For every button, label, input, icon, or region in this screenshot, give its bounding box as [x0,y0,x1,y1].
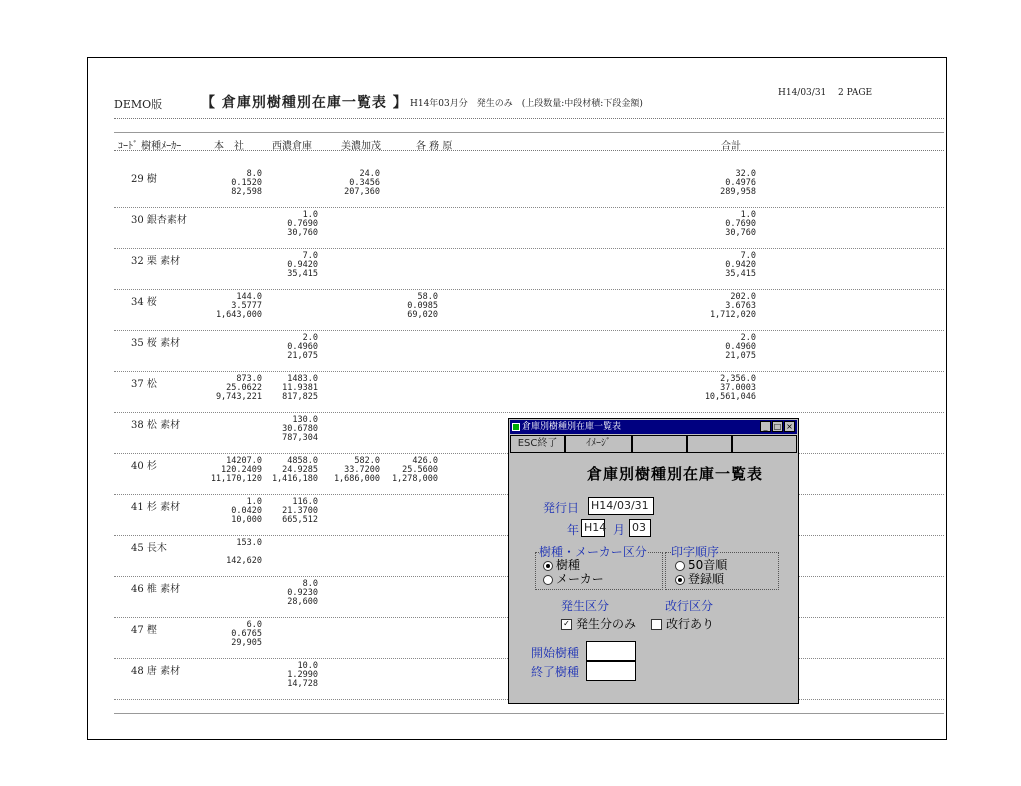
order-option[interactable]: 登録順 [675,570,724,587]
report-row [88,334,946,376]
cell-kakumu [368,498,438,525]
occur-label: 発生区分 [561,599,610,613]
cell-kakumu [368,252,438,279]
cell-honsha: 6.0 0.6765 29,905 [231,620,262,648]
report-row [88,170,946,212]
kind-group-label: 樹種・メーカー区分 [539,545,647,559]
month-input[interactable]: 03 [629,519,651,537]
row-label: 47 樫 [131,625,157,636]
row-label: 41 杉 素材 [131,502,181,513]
cell-nishinomiya: 1.0 0.7690 30,760 [287,210,318,238]
app-icon [512,423,520,431]
column-divider [114,150,944,151]
cell-honsha: 144.0 3.5777 1,643,000 [215,292,262,320]
row-label: 30 銀杏素材 [131,215,187,226]
break-checkbox[interactable]: 改行あり [651,615,714,632]
header-divider [114,118,944,119]
row-label: 38 松 素材 [131,420,181,431]
cell-nishinomiya [248,621,318,648]
esc-button[interactable]: ESC終了 [510,435,565,453]
cell-kakumu [368,211,438,238]
row-label: 29 樹 [131,174,157,185]
cell-honsha: 14207.0 120.2409 11,170,120 [210,456,262,484]
header-divider [114,132,944,133]
row-label: 40 杉 [131,461,157,472]
cell-nishinomiya: 116.0 21.3700 665,512 [282,497,318,525]
cell-kakumu [368,539,438,566]
dialog-title: 倉庫別樹種別在庫一覧表 [522,422,622,432]
cell-nishinomiya: 4858.0 24.9285 1,416,180 [271,456,318,484]
row-label: 34 桜 [131,297,157,308]
row-label: 32 栗 素材 [131,256,181,267]
cell-kakumu [368,170,438,197]
col-nishinomiya: 西濃倉庫 [272,141,312,152]
cell-kakumu [368,662,438,689]
cell-nishinomiya: 8.0 0.9230 28,600 [287,579,318,607]
issue-date-input[interactable]: H14/03/31 [588,497,654,515]
month-label: 月 [613,523,626,537]
toolbar-button-empty[interactable] [632,435,687,453]
col-kaga: 美濃加茂 [341,141,381,152]
cell-nishinomiya: 130.0 30.6780 787,304 [282,415,318,443]
report-subtitle: H14年03月分 発生のみ (上段数量:中段材積:下段金額) [410,99,643,109]
report-row [88,293,946,335]
cell-nishinomiya [248,293,318,320]
report-dialog [508,418,799,704]
cell-kakumu [368,580,438,607]
report-page-number: 2 PAGE [838,88,873,98]
cell-kakumu [368,416,438,443]
report-date: H14/03/31 [778,88,827,98]
row-label: 45 長木 [131,543,167,554]
report-row [88,211,946,253]
start-input[interactable] [586,641,636,661]
toolbar-button-empty[interactable] [732,435,797,453]
row-label: 46 椎 素材 [131,584,181,595]
row-divider [114,412,944,413]
order-group-label: 印字順序 [671,545,720,559]
start-label: 開始樹種 [531,646,580,660]
maximize-icon[interactable]: □ [773,422,782,431]
image-button[interactable]: ｲﾒｰｼﾞ [565,435,632,453]
cell-kakumu [368,621,438,648]
end-label: 終了樹種 [531,665,580,679]
cell-total: 32.0 0.4976 289,958 [720,169,756,197]
row-label: 48 唐 素材 [131,666,181,677]
row-divider [114,289,944,290]
year-input[interactable]: H14 [581,519,605,537]
break-label: 改行区分 [665,599,714,613]
cell-total: 202.0 3.6763 1,712,020 [709,292,756,320]
report-title: 【 倉庫別樹種別在庫一覧表 】 [201,95,408,111]
cell-nishinomiya: 10.0 1.2990 14,728 [287,661,318,689]
cell-total: 1.0 0.7690 30,760 [725,210,756,238]
cell-total: 2,356.0 37.0003 10,561,046 [704,374,756,402]
cell-nishinomiya: 7.0 0.9420 35,415 [287,251,318,279]
row-divider [114,330,944,331]
report-row [88,252,946,294]
dialog-heading: 倉庫別樹種別在庫一覧表 [587,465,764,483]
cell-nishinomiya: 2.0 0.4960 21,075 [287,333,318,361]
demo-label: DEMO版 [114,98,163,111]
cell-nishinomiya [248,539,318,566]
cell-kaga: 24.0 0.3456 207,360 [344,169,380,197]
col-kakumu: 各 務 原 [416,141,453,152]
row-divider [114,248,944,249]
dialog-toolbar [510,435,797,453]
year-label: 年 [567,523,580,537]
cell-kakumu [368,334,438,361]
cell-kakumu: 426.0 25.5600 1,278,000 [391,456,438,484]
kind-option[interactable]: 樹種 [543,556,580,573]
cell-kakumu [368,375,438,402]
dialog-titlebar[interactable] [510,420,797,434]
row-label: 37 松 [131,379,157,390]
occur-checkbox[interactable]: ✓ 発生分のみ [561,615,636,632]
cell-nishinomiya: 1483.0 11.9381 817,825 [282,374,318,402]
row-divider [114,371,944,372]
cell-total: 2.0 0.4960 21,075 [725,333,756,361]
cell-honsha: 1.0 0.0420 10,000 [231,497,262,525]
row-label: 35 桜 素材 [131,338,181,349]
cell-honsha: 873.0 25.0622 9,743,221 [215,374,262,402]
cell-honsha: 8.0 0.1520 82,598 [231,169,262,197]
toolbar-button-empty[interactable] [687,435,732,453]
cell-honsha: 153.0 142,620 [226,538,262,566]
order-option[interactable]: 50音順 [675,556,727,573]
col-code: ｺｰﾄﾞ 樹種ﾒｰｶｰ [118,141,182,152]
row-divider [114,207,944,208]
cell-kakumu: 58.0 0.0985 69,020 [407,292,438,320]
close-icon[interactable]: × [784,421,795,432]
issue-date-label: 発行日 [543,501,580,515]
kind-option[interactable]: メーカー [543,570,604,587]
end-input[interactable] [586,661,636,681]
col-honsha: 本 社 [214,141,244,152]
footer-divider [114,713,944,714]
minimize-icon[interactable]: _ [760,421,771,432]
cell-nishinomiya [248,170,318,197]
cell-total: 7.0 0.9420 35,415 [725,251,756,279]
report-row [88,375,946,417]
col-total: 合計 [721,141,741,152]
cell-kaga: 582.0 33.7200 1,686,000 [333,456,380,484]
